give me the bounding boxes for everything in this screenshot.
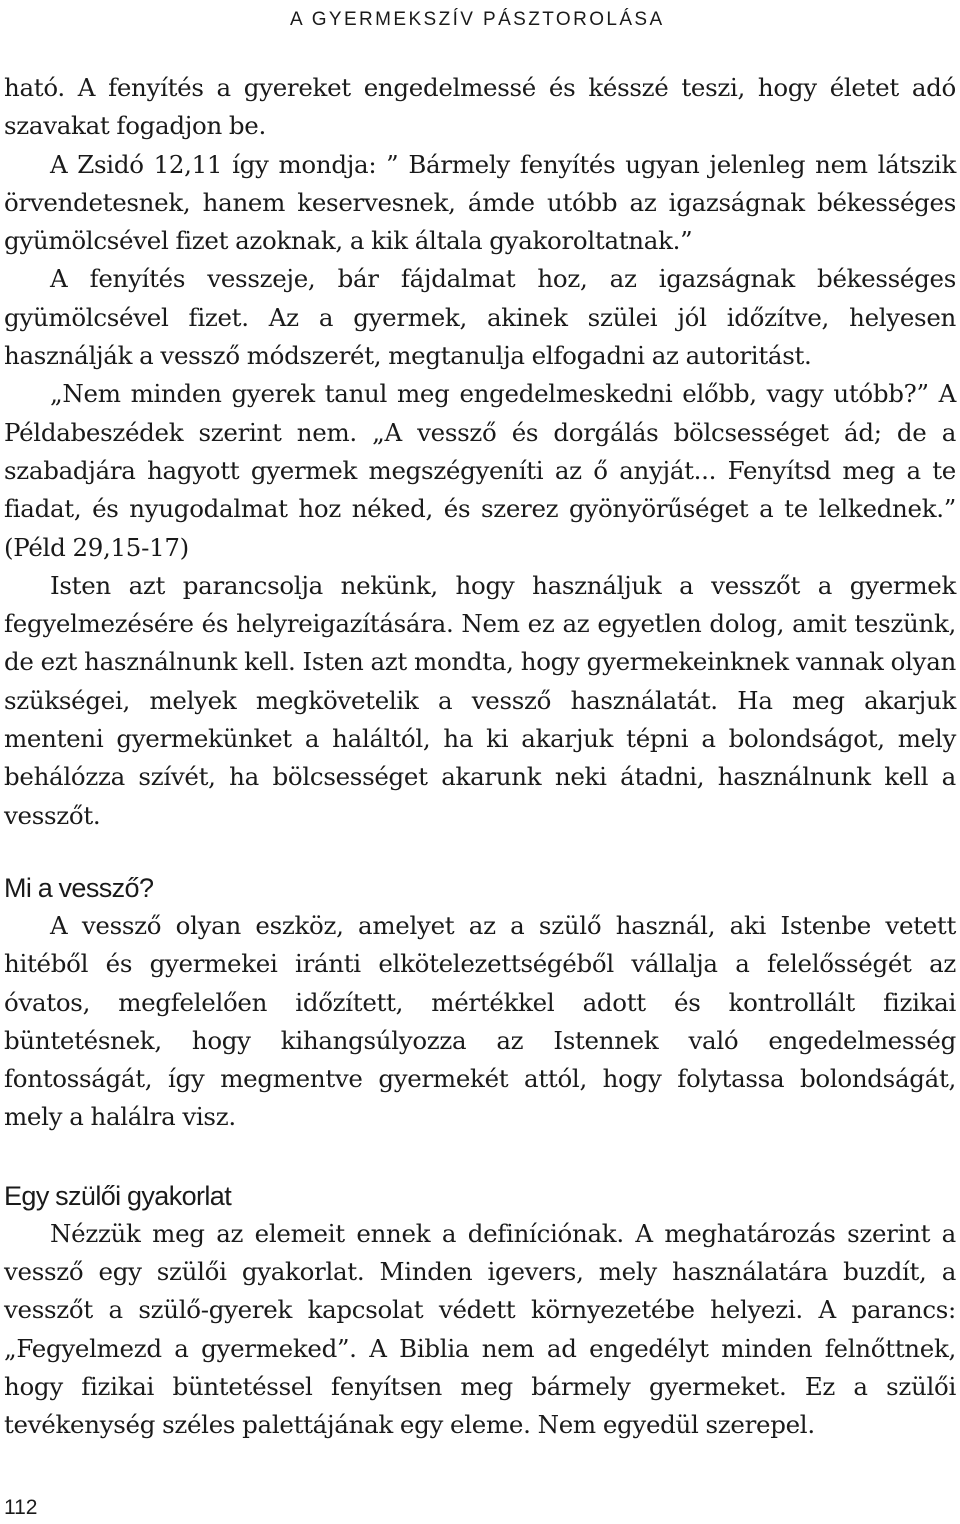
section-heading-parental-practice: Egy szülői gyakorlat [4,1180,232,1211]
paragraph-definition-elements: Nézzük meg az elemeit ennek a definíciónak. A meghatározás szerint a vessző egy szülői gyakorlat. Minden igevers, mely használatára buzdít, a vesszőt a szülő-gyerek kapcsolat védett környezetébe helyezi. A parancs: „Fegyelmezd a gyermeked”. A Biblia nem ad engedélyt minden felnőttnek, hogy fizikai büntetéssel fenyítsen meg bármely gyermeket. Ez a szülői tevékenység széles palettájának egy eleme. Nem egyedül szerepel. [4,1218,956,1440]
paragraph-god-commands: Isten azt parancsolja nekünk, hogy használjuk a vesszőt a gyermek fegyelmezésére és helyreigazítására. Nem ez az egyetlen dolog, amit teszünk, de ezt használnunk kell. Isten azt mondta, hogy gyermekeinknek vannak olyan szükségei, melyek megkövetelik a vessző használatát. Ha meg akarjuk menteni gyermekünket a haláltól, ha ki akarjuk tépni a bolondságot, mely behálózza szívét, ha bölcsességet akarunk neki átadni, használnunk kell a vesszőt. [4,570,956,830]
paragraph-continuation: ható. A fenyítés a gyereket engedelmessé és késszé teszi, hogy életet adó szavakat fogadjon be. [4,73,956,141]
paragraph-rod-of-discipline: A fenyítés vesszeje, bár fájdalmat hoz, az igazságnak békességes gyümölcsével fizet. Az a gyermek, akinek szülei jól időzítve, helyesen használják a vessző módszerét, megtanulja elfogadni az autoritást. [4,264,956,371]
page-number: 112 [4,1496,38,1519]
running-header: A GYERMEKSZÍV PÁSZTOROLÁSA [290,9,665,30]
section-heading-what-is-rod: Mi a vessző? [4,872,154,903]
page-content [4,69,956,1445]
paragraph-rod-definition: A vessző olyan eszköz, amelyet az a szülő használ, aki Istenbe vetett hitéből és gyermekei iránti elkötelezettségéből vállalja a felelősségét az óvatos, megfelelően időzített, mértékkel adott és kontrollált fizikai büntetésnek, hogy kihangsúlyozza az Istennek való engedelmesség fontosságát, így megmentve gyermekét attól, hogy folytassa bolondságát, mely a halálra visz. [4,910,956,1132]
paragraph-proverbs-quote: „Nem minden gyerek tanul meg engedelmeskedni előbb, vagy utóbb?” A Példabeszédek szerint nem. „A vessző és dorgálás bölcsességet ád; de a szabadjára hagyott gyermek megszégyeníti az ő anyját... Fenyítsd meg a te fiadat, és nyugodalmat hoz néked, és szerez gyönyörűséget a te lelkednek.” (Péld 29,15-17) [4,379,956,562]
paragraph-hebrews-quote: A Zsidó 12,11 így mondja: ” Bármely fenyítés ugyan jelenleg nem látszik örvendetesnek, hanem keservesnek, ámde utóbb az igazságnak békességes gyümölcsével fizet azoknak, a kik általa gyakoroltatnak.” [4,149,956,256]
